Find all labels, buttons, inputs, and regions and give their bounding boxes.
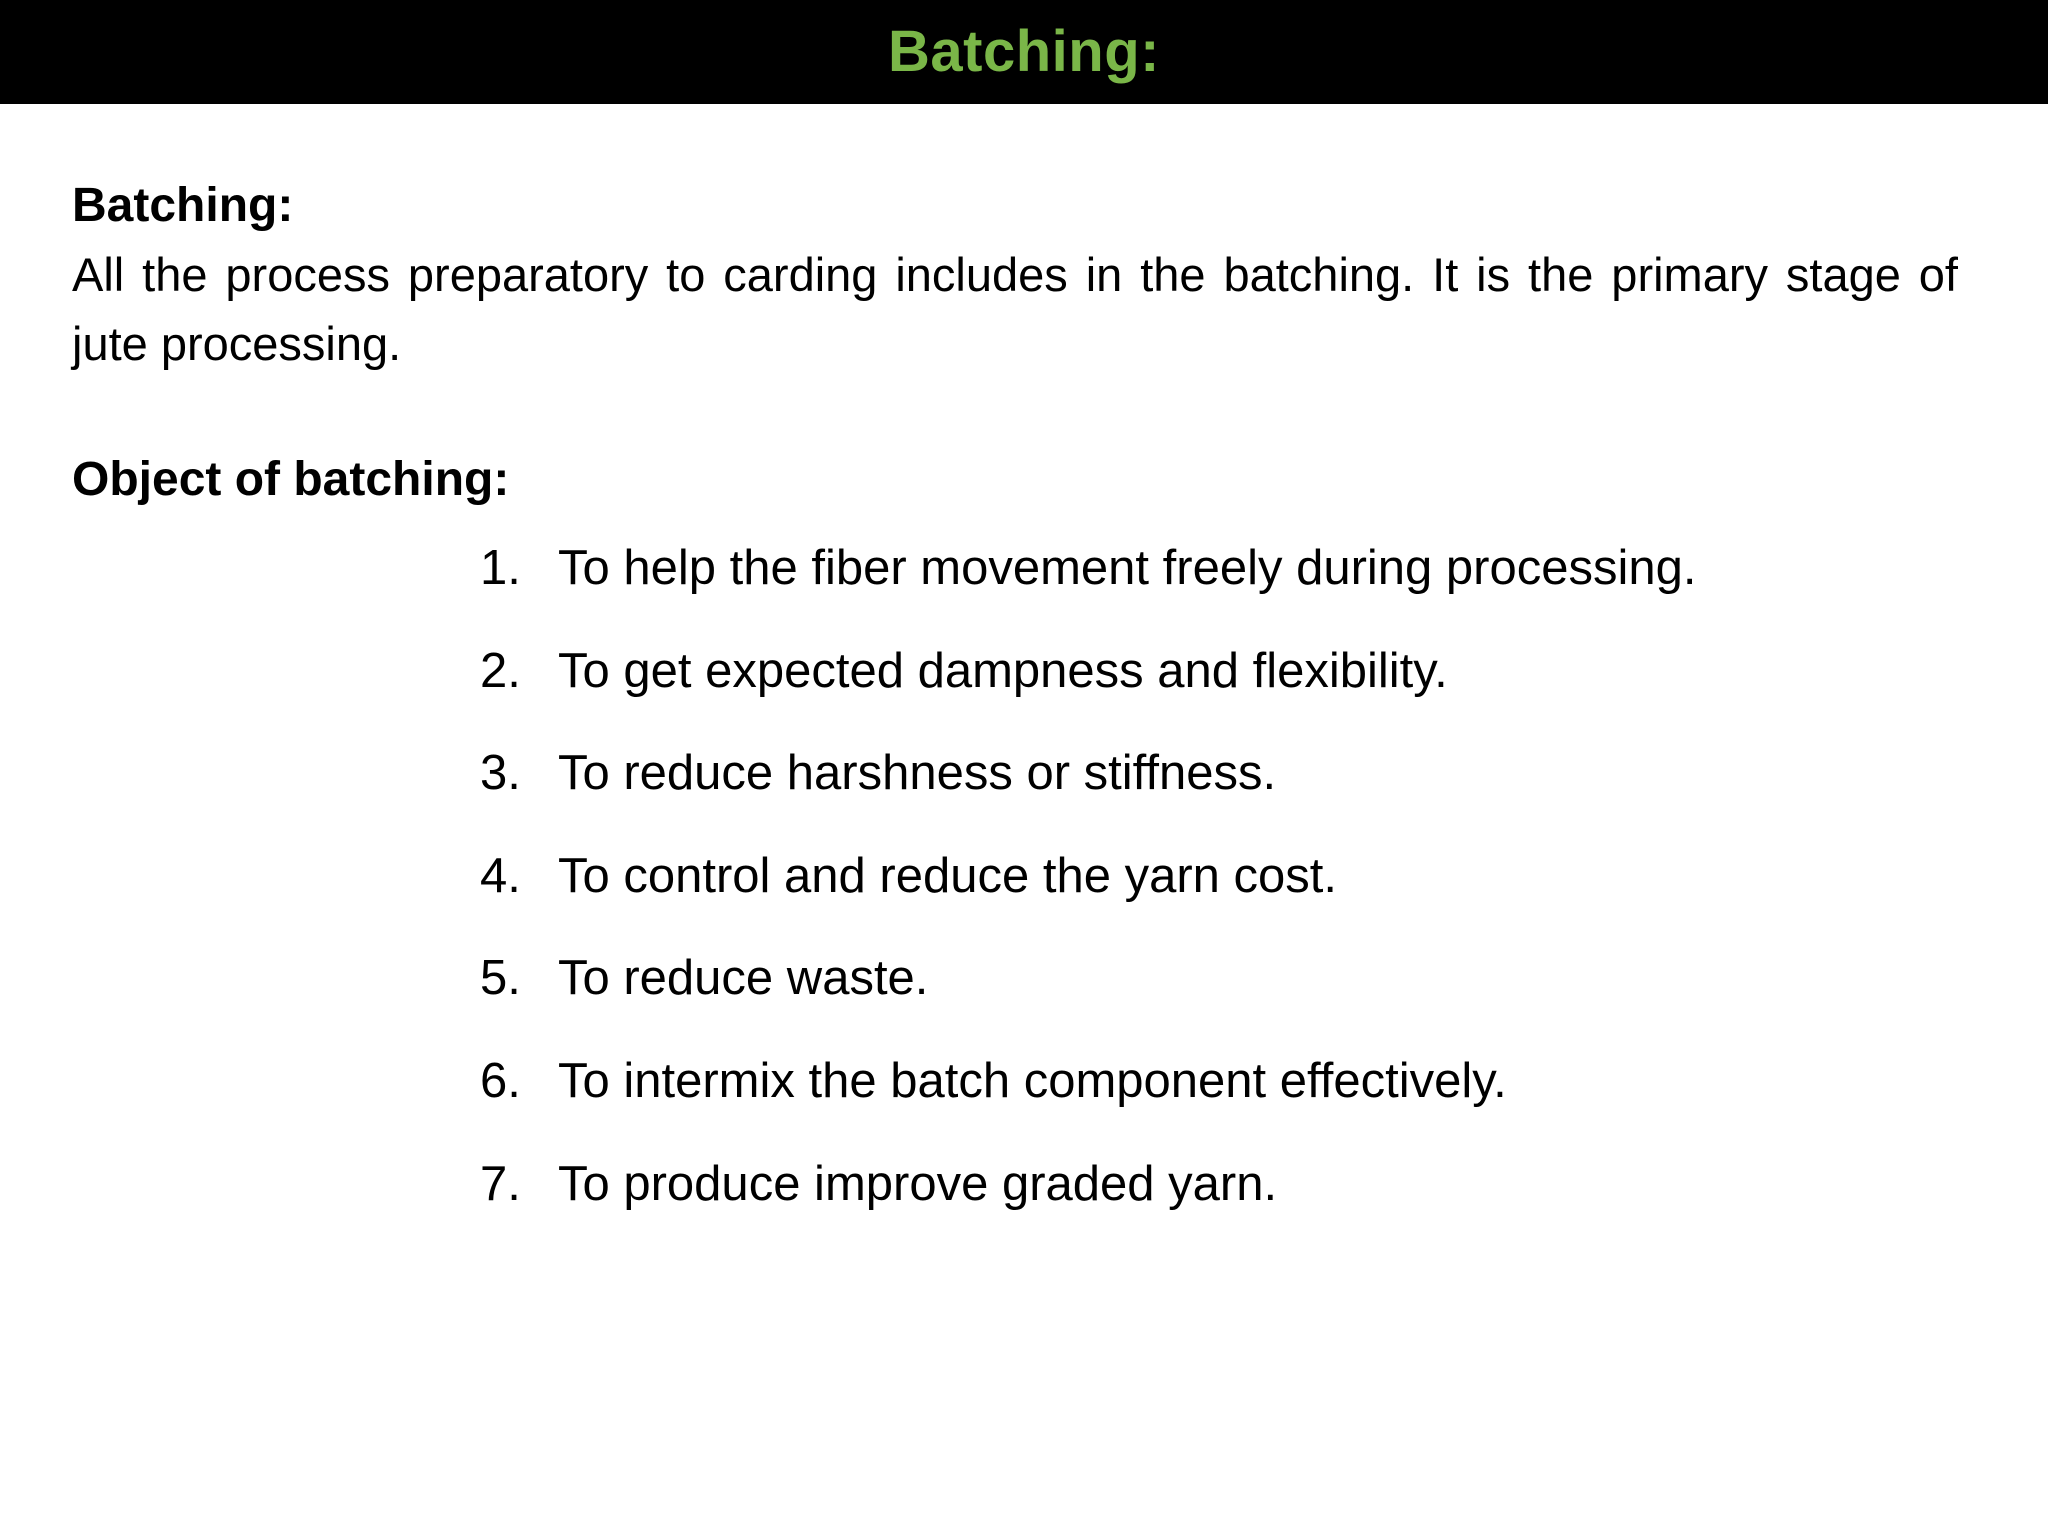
- list-item-number: 2.: [480, 643, 521, 698]
- list-item-text: To control and reduce the yarn cost.: [558, 848, 1337, 903]
- list-item: [480, 1049, 1980, 1152]
- slide-content: [72, 172, 1958, 514]
- list-item-text: To intermix the batch component effectively.: [558, 1053, 1507, 1108]
- list-item-number: 1.: [480, 541, 521, 595]
- batching-heading: Batching:: [72, 179, 294, 232]
- object-heading: Object of batching:: [72, 453, 510, 506]
- list-item: [480, 844, 1980, 947]
- slide-title: Batching:: [888, 18, 1160, 84]
- list-item-number: 7.: [480, 1156, 521, 1211]
- list-item: [480, 946, 1980, 1049]
- list-item-text: To produce improve graded yarn.: [558, 1156, 1278, 1211]
- list-item-number: 4.: [480, 848, 521, 903]
- list-item: [480, 639, 1980, 742]
- list-item: [480, 741, 1980, 844]
- list-item-number: 6.: [480, 1053, 521, 1108]
- batching-definition: All the process preparatory to carding includes in the batching. It is the primary stage of jute processing.: [72, 248, 1958, 370]
- list-item-text: To reduce harshness or stiffness.: [558, 746, 1277, 801]
- list-item-number: 3.: [480, 746, 521, 801]
- title-bar: [0, 0, 2048, 104]
- list-item-number: 5.: [480, 951, 521, 1006]
- list-item-text: To help the fiber movement freely during processing.: [558, 541, 1697, 595]
- list-item: [480, 1152, 1980, 1255]
- list-item: [480, 536, 1980, 639]
- list-item-text: To get expected dampness and flexibility.: [558, 643, 1448, 698]
- list-item-text: To reduce waste.: [558, 951, 929, 1006]
- section-spacer: [72, 378, 1958, 446]
- objects-list: [480, 536, 1980, 1254]
